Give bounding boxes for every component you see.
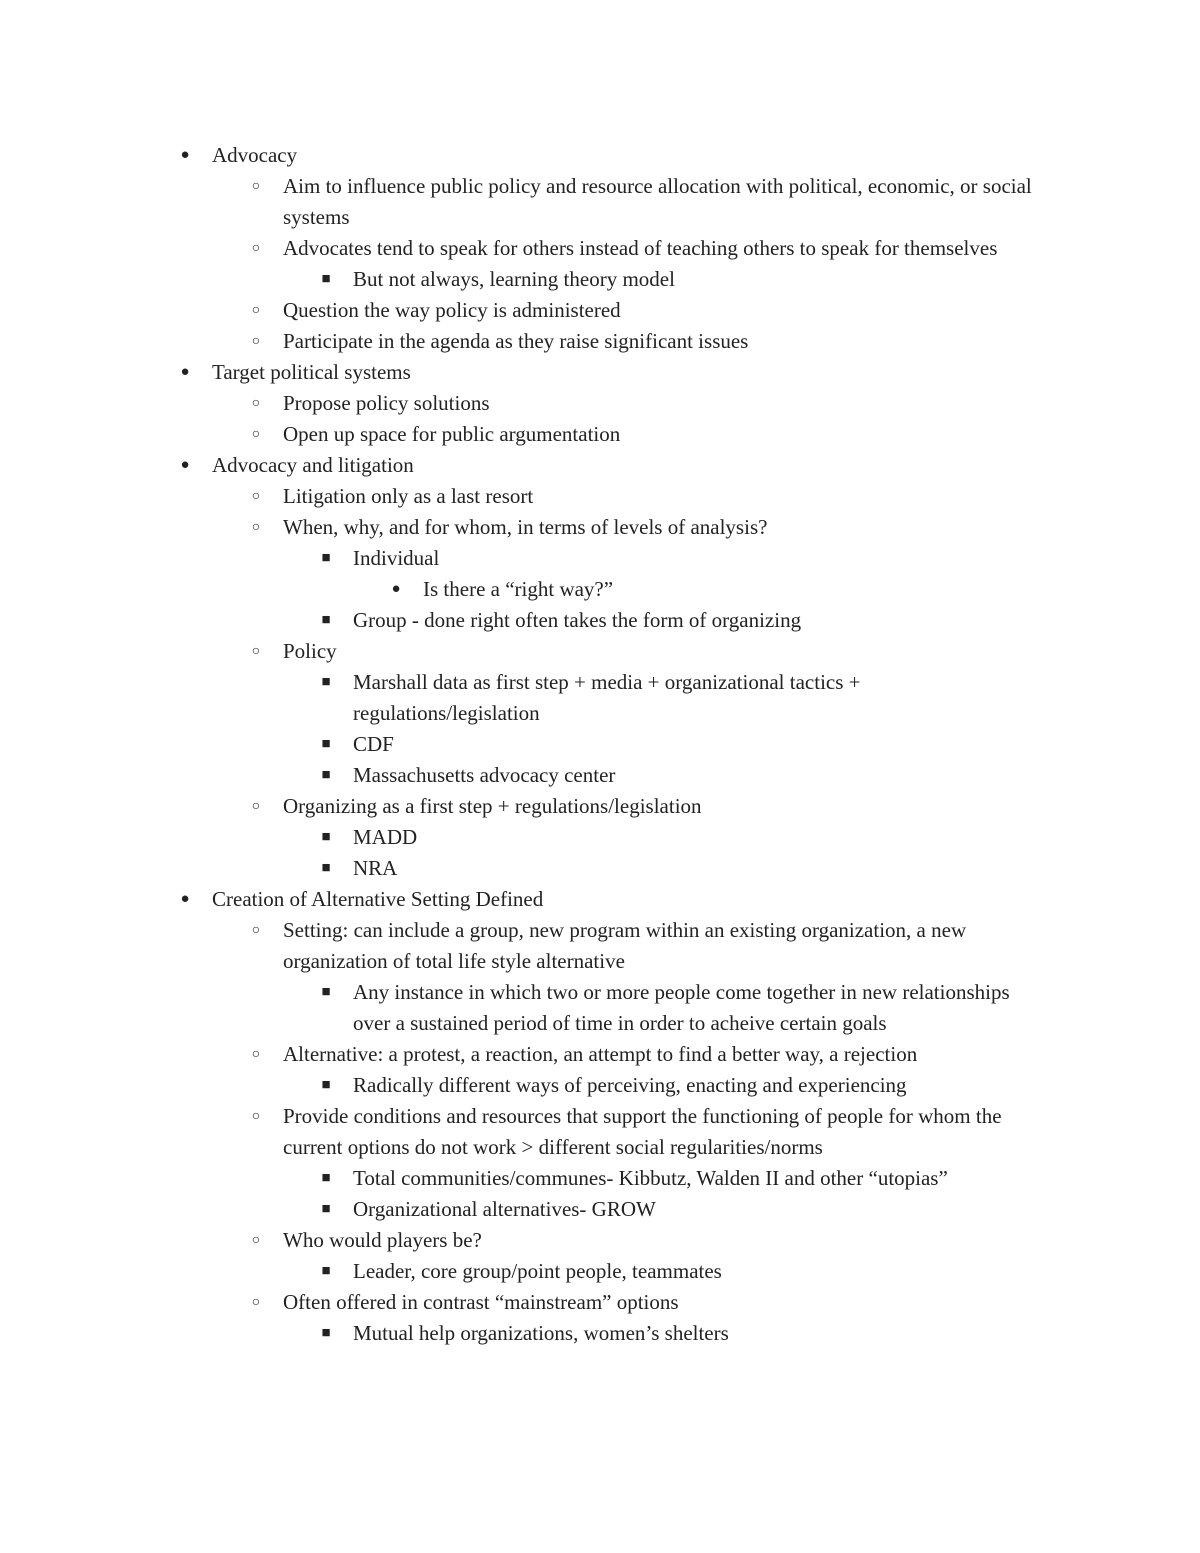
bullet-marker: ●	[180, 891, 190, 907]
outline-item	[0, 295, 1063, 326]
outline-item	[0, 264, 1043, 295]
outline-item-text: Aim to influence public policy and resource allocation with political, economic, or social systems	[283, 174, 1032, 229]
outline-item	[0, 605, 1043, 636]
outline-item	[0, 543, 1043, 574]
bullet-marker: ■	[321, 1077, 331, 1093]
outline-item	[0, 512, 1063, 543]
outline-item-text: Propose policy solutions	[283, 391, 490, 415]
bullet-marker: ○	[251, 520, 261, 535]
outline-item-text: Alternative: a protest, a reaction, an attempt to find a better way, a rejection	[283, 1042, 918, 1066]
outline-item	[0, 636, 1063, 667]
outline-item-text: Marshall data as first step + media + organizational tactics + regulations/legislation	[353, 670, 861, 725]
outline-item	[0, 915, 1063, 977]
outline-item	[0, 884, 1062, 915]
outline-item-text: Who would players be?	[283, 1228, 482, 1252]
bullet-marker: ■	[321, 1263, 331, 1279]
outline-item	[0, 853, 1043, 884]
outline-item-text: Litigation only as a last resort	[283, 484, 534, 508]
bullet-marker: ■	[321, 1201, 331, 1217]
outline-item	[0, 667, 1043, 729]
bullet-marker: ■	[321, 674, 331, 690]
outline-item	[0, 760, 1043, 791]
bullet-marker: ○	[251, 303, 261, 318]
outline-item-text: NRA	[353, 856, 398, 880]
bullet-marker: ○	[251, 241, 261, 256]
outline-item	[0, 171, 1063, 233]
bullet-marker: ■	[321, 829, 331, 845]
outline-item	[0, 326, 1063, 357]
outline-item	[0, 1318, 1043, 1349]
outline-item-text: Individual	[353, 546, 440, 570]
outline-item	[0, 388, 1063, 419]
bullet-marker: ○	[251, 1047, 261, 1062]
bullet-marker: ○	[251, 923, 261, 938]
outline-item-text: Total communities/communes- Kibbutz, Walden II and other “utopias”	[353, 1166, 948, 1190]
bullet-marker: ○	[251, 489, 261, 504]
outline-item-text: When, why, and for whom, in terms of levels of analysis?	[283, 515, 768, 539]
bullet-marker: ■	[321, 1325, 331, 1341]
outline-item	[0, 1163, 1043, 1194]
bullet-marker: ■	[321, 860, 331, 876]
outline-item	[0, 140, 1062, 171]
outline-item	[0, 574, 1043, 605]
outline-item	[0, 1101, 1063, 1163]
outline-item-text: Organizational alternatives- GROW	[353, 1197, 656, 1221]
outline-item-text: Setting: can include a group, new program within an existing organization, a new organization of total life style alternative	[283, 918, 967, 973]
bullet-marker: ■	[321, 550, 331, 566]
outline-item-text: Mutual help organizations, women’s shelters	[353, 1321, 729, 1345]
bullet-marker: ○	[251, 799, 261, 814]
outline-item-text: Organizing as a first step + regulations/legislation	[283, 794, 702, 818]
outline-item-text: Advocates tend to speak for others instead of teaching others to speak for themselves	[283, 236, 998, 260]
outline-item-text: Group - done right often takes the form of organizing	[353, 608, 802, 632]
outline-item-text: Advocacy and litigation	[212, 453, 414, 477]
outline-item-text: MADD	[353, 825, 418, 849]
bullet-marker: ○	[251, 644, 261, 659]
bullet-marker: ○	[251, 427, 261, 442]
outline-item-text: Open up space for public argumentation	[283, 422, 621, 446]
bullet-marker: ○	[251, 396, 261, 411]
bullet-marker: ●	[391, 581, 401, 597]
bullet-marker: ○	[251, 1109, 261, 1124]
outline-item	[0, 791, 1063, 822]
outline-item	[0, 481, 1063, 512]
outline-item-text: Often offered in contrast “mainstream” options	[283, 1290, 679, 1314]
bullet-marker: ○	[251, 1295, 261, 1310]
bullet-marker: ■	[321, 767, 331, 783]
outline-item	[0, 1225, 1063, 1256]
outline-item-text: Provide conditions and resources that support the functioning of people for whom the current options do not work > different social regularities/norms	[283, 1104, 1002, 1159]
bullet-marker: ○	[251, 179, 261, 194]
outline-item-text: Radically different ways of perceiving, enacting and experiencing	[353, 1073, 907, 1097]
bullet-marker: ●	[180, 147, 190, 163]
document-page	[0, 140, 1200, 1349]
bullet-marker: ●	[180, 457, 190, 473]
outline-item-text: Leader, core group/point people, teammates	[353, 1259, 722, 1283]
outline-item	[0, 822, 1043, 853]
outline-item	[0, 977, 1043, 1039]
outline-item-text: CDF	[353, 732, 394, 756]
outline-item-text: But not always, learning theory model	[353, 267, 675, 291]
outline-item-text: Advocacy	[212, 143, 298, 167]
outline-item	[0, 729, 1043, 760]
outline-item-text: Any instance in which two or more people come together in new relationships over a sustained period of time in order to acheive certain goals	[353, 980, 1010, 1035]
bullet-marker: ■	[321, 271, 331, 287]
outline-item	[0, 1039, 1063, 1070]
bullet-marker: ■	[321, 612, 331, 628]
outline-item	[0, 450, 1062, 481]
outline-item-text: Massachusetts advocacy center	[353, 763, 616, 787]
outline-item	[0, 1070, 1043, 1101]
outline-item-text: Participate in the agenda as they raise significant issues	[283, 329, 749, 353]
outline-item	[0, 233, 1063, 264]
bullet-marker: ■	[321, 1170, 331, 1186]
bullet-marker: ○	[251, 334, 261, 349]
bullet-marker: ■	[321, 984, 331, 1000]
bullet-marker: ●	[180, 364, 190, 380]
bullet-marker: ■	[321, 736, 331, 752]
outline-item	[0, 1287, 1063, 1318]
outline-item-text: Is there a “right way?”	[423, 577, 614, 601]
outline-item-text: Question the way policy is administered	[283, 298, 621, 322]
outline-item	[0, 1194, 1043, 1225]
outline-item	[0, 1256, 1043, 1287]
outline-item	[0, 419, 1063, 450]
outline-item	[0, 357, 1062, 388]
bullet-marker: ○	[251, 1233, 261, 1248]
outline-item-text: Policy	[283, 639, 337, 663]
outline-item-text: Target political systems	[212, 360, 411, 384]
outline-item-text: Creation of Alternative Setting Defined	[212, 887, 544, 911]
